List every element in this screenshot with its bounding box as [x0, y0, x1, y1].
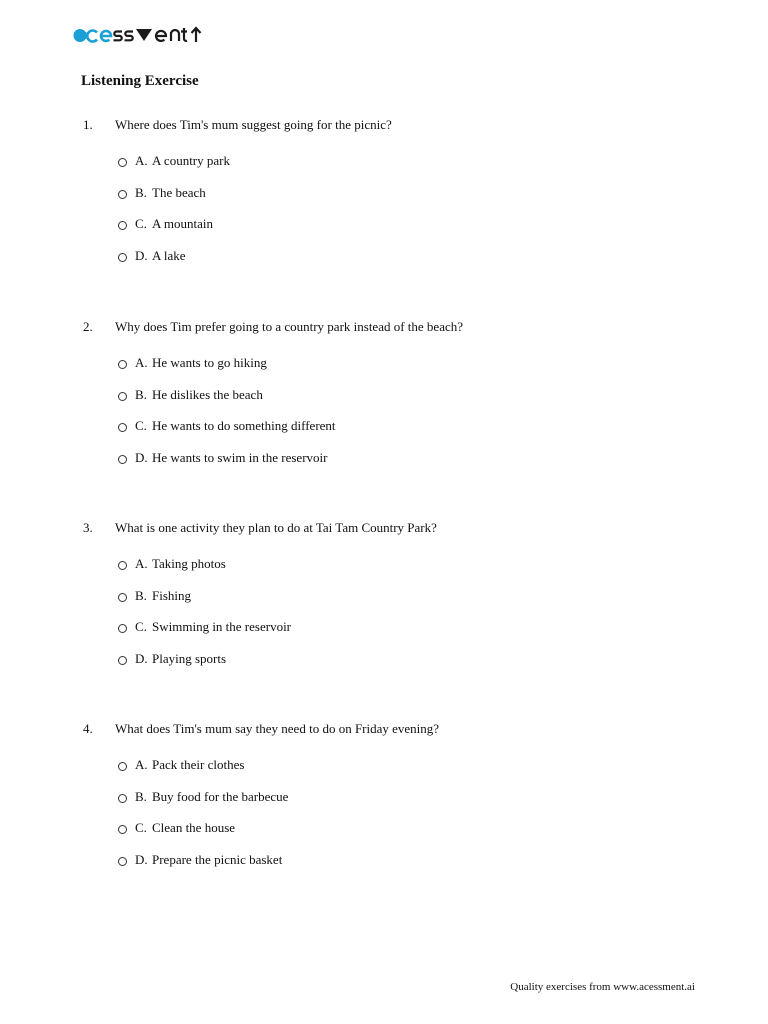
- question-4: [0, 721, 768, 884]
- answer-option[interactable]: [0, 216, 768, 248]
- answer-option[interactable]: [0, 789, 768, 821]
- radio-button[interactable]: [118, 825, 127, 834]
- answer-options: [0, 153, 768, 280]
- radio-button[interactable]: [118, 794, 127, 803]
- radio-button[interactable]: [118, 656, 127, 665]
- answer-option[interactable]: [0, 619, 768, 651]
- question-number: 2.: [83, 319, 93, 334]
- option-letter: A.: [135, 556, 148, 571]
- option-text: He wants to go hiking: [152, 355, 267, 370]
- radio-button[interactable]: [118, 423, 127, 432]
- acessment-logo: [72, 22, 222, 48]
- footer-credit: Quality exercises from www.acessment.ai: [510, 981, 695, 993]
- option-letter: D.: [135, 248, 148, 264]
- question-1: [0, 117, 768, 280]
- option-text: Taking photos: [152, 556, 226, 571]
- radio-button[interactable]: [118, 190, 127, 199]
- option-letter: B.: [135, 386, 147, 402]
- answer-options: [0, 757, 768, 884]
- option-text: The beach: [152, 184, 206, 200]
- question-3: [0, 520, 768, 683]
- option-text: Pack their clothes: [152, 757, 245, 772]
- question-header: [0, 721, 768, 741]
- answer-option[interactable]: [0, 185, 768, 217]
- radio-button[interactable]: [118, 455, 127, 464]
- radio-button[interactable]: [118, 253, 127, 262]
- radio-button[interactable]: [118, 857, 127, 866]
- option-text: Clean the house: [152, 820, 236, 836]
- question-2: [0, 319, 768, 482]
- answer-option[interactable]: [0, 153, 768, 185]
- radio-button[interactable]: [118, 762, 127, 771]
- answer-option[interactable]: [0, 852, 768, 884]
- answer-option[interactable]: [0, 588, 768, 620]
- radio-button[interactable]: [118, 392, 127, 401]
- question-text: Why does Tim prefer going to a country park instead of the beach?: [115, 319, 464, 334]
- option-text: Swimming in the reservoir: [152, 619, 292, 635]
- question-header: [0, 117, 768, 137]
- answer-option[interactable]: [0, 248, 768, 280]
- answer-option[interactable]: [0, 757, 768, 789]
- radio-button[interactable]: [118, 221, 127, 230]
- option-letter: A.: [135, 355, 148, 370]
- answer-option[interactable]: [0, 820, 768, 852]
- option-letter: C.: [135, 216, 147, 232]
- answer-option[interactable]: [0, 450, 768, 482]
- option-letter: A.: [135, 153, 148, 168]
- question-text: Where does Tim's mum suggest going for the picnic?: [115, 117, 392, 132]
- option-letter: D.: [135, 450, 148, 466]
- question-text: What does Tim's mum say they need to do on Friday evening?: [115, 721, 440, 736]
- question-header: [0, 319, 768, 339]
- radio-button[interactable]: [118, 360, 127, 369]
- radio-button[interactable]: [118, 624, 127, 633]
- option-letter: B.: [135, 184, 147, 200]
- answer-option[interactable]: [0, 418, 768, 450]
- option-letter: B.: [135, 587, 147, 603]
- question-text: What is one activity they plan to do at Tai Tam Country Park?: [115, 520, 437, 535]
- option-text: A country park: [152, 153, 230, 168]
- option-text: Fishing: [152, 587, 192, 603]
- question-number: 4.: [83, 721, 93, 736]
- answer-option[interactable]: [0, 651, 768, 683]
- answer-option[interactable]: [0, 556, 768, 588]
- option-text: Playing sports: [152, 651, 227, 667]
- option-text: Prepare the picnic basket: [152, 852, 283, 868]
- radio-button[interactable]: [118, 158, 127, 167]
- option-letter: C.: [135, 619, 147, 635]
- question-number: 1.: [83, 117, 93, 132]
- option-letter: B.: [135, 788, 147, 804]
- option-text: Buy food for the barbecue: [152, 788, 289, 804]
- radio-button[interactable]: [118, 561, 127, 570]
- answer-option[interactable]: [0, 355, 768, 387]
- option-letter: A.: [135, 757, 148, 772]
- option-text: A mountain: [152, 216, 214, 232]
- option-text: He dislikes the beach: [152, 386, 263, 402]
- question-number: 3.: [83, 520, 93, 535]
- option-text: He wants to do something different: [152, 418, 336, 434]
- answer-options: [0, 556, 768, 683]
- radio-button[interactable]: [118, 593, 127, 602]
- option-text: A lake: [152, 248, 186, 264]
- option-text: He wants to swim in the reservoir: [152, 450, 328, 466]
- option-letter: D.: [135, 651, 148, 667]
- answer-option[interactable]: [0, 387, 768, 419]
- option-letter: D.: [135, 852, 148, 868]
- question-header: [0, 520, 768, 540]
- option-letter: C.: [135, 418, 147, 434]
- page-title: Listening Exercise: [81, 73, 199, 89]
- option-letter: C.: [135, 820, 147, 836]
- answer-options: [0, 355, 768, 482]
